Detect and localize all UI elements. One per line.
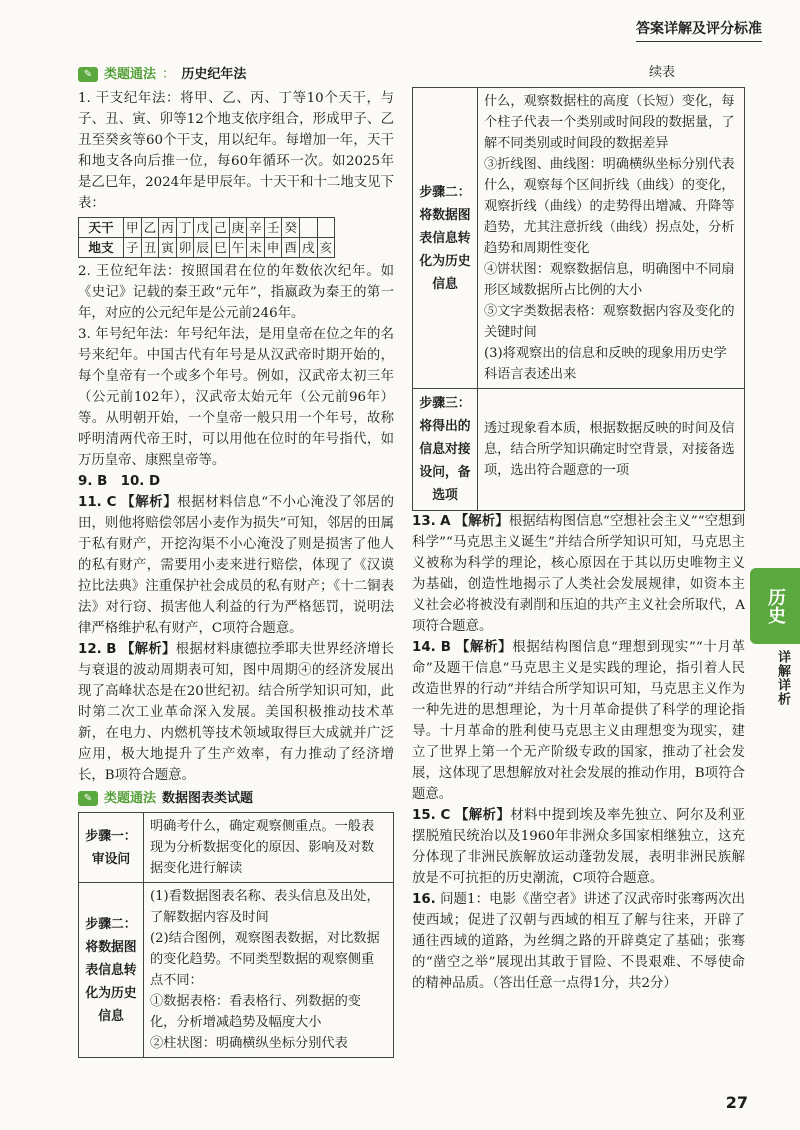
nianhao-paragraph: 3. 年号纪年法：年号纪年法，是用皇帝在位之年的名号来纪年。中国古代有年号是从汉武帝时期开始的，每个皇帝有一个或多个年号。例如，汉武帝太初三年（公元前102年），汉武帝太始元年（公元前96年）等。从明朝开始，一个皇帝一般只用一个年号，故称呼明清两代帝王时，可以用他在位时的年号指代，如万历皇帝、康熙皇帝等。 [78, 327, 394, 468]
answers-9-10: 9. B 10. D [78, 474, 161, 489]
tip-label: 类题通法 [104, 67, 157, 82]
step-row: 步骤三：将得出的信息对接设问，备选项 透过现象看本质，根据数据反映的时间及信息，结合所学知识确定时空背景，对接备选项，选出符合题意的一项 [413, 389, 745, 511]
subject-subtitle: 详解详析 [775, 650, 790, 706]
tip-label: 类题通法 [104, 791, 157, 806]
tip-title: 历史纪年法 [181, 67, 247, 82]
subject-tab: 历史 [750, 568, 800, 644]
tip-history-dating: ✎ 类题通法 ： 历史纪年法 [78, 64, 394, 85]
steps-table-part1 [78, 812, 394, 1058]
header-title: 答案详解及评分标准 [636, 18, 762, 42]
tiangan-row: 天干 甲 乙 丙 丁 戊 己 庚 辛 壬 癸 [79, 218, 335, 238]
question-12: 12. B 【解析】根据材料康德拉季耶夫世界经济增长与衰退的波动周期表可知，图中周期④的经济发展出现了高峰状态是在20世纪初。结合所学知识可知，此时第二次工业革命深入发展。美国积极推动技术革新，在电力、内燃机等技术领域取得巨大成就并广泛应用，极大地提升了生产效率，有力推动了经济增长，B项符合题意。 [78, 642, 394, 783]
pencil-note-icon: ✎ [78, 67, 98, 82]
tip-title: 数据图表类试题 [162, 791, 254, 806]
step-row: 步骤一：审设问 明确考什么，确定观察侧重点。一般表现为分析数据变化的原因、影响及对数据变化进行解读 [79, 813, 394, 883]
tip-data-chart [78, 788, 394, 809]
dizhi-row: 地支 子 丑 寅 卯 辰 巳 午 未 申 酉 戌 亥 [79, 238, 335, 258]
wangwei-paragraph: 2. 王位纪年法：按照国君在位的年数依次纪年。如《史记》记载的秦王政“元年”，指嬴政为秦王的第一年，对应的公元纪年是公元前246年。 [78, 264, 394, 321]
ganzhi-table [78, 217, 335, 258]
question-13: 13. A 【解析】根据结构图信息“空想社会主义”“空想到科学”“马克思主义诞生”并结合所学知识可知，马克思主义被称为科学的理论，核心原因在于其以历史唯物主义为基础，创造性地揭示了人类社会发展规律，如资本主义社会必将被没有剥削和压迫的共产主义社会所取代，A项符合题意。 [412, 514, 745, 634]
question-11: 11. C 【解析】根据材料信息“不小心淹没了邻居的田，则他将赔偿邻居小麦作为损失”可知，邻居的田属于私有财产，开挖沟渠不小心淹没了则是损害了他人的私有财产，需要用小麦来进行赔偿，体现了《汉谟拉比法典》注重保护社会成员的私有财产；《十二铜表法》对行窃、损害他人利益的行为严格惩罚，说明法律严格维护私有财产，C项符合题意。 [78, 495, 394, 636]
step-row: 步骤二：将数据图表信息转化为历史信息 什么，观察数据柱的高度（长短）变化，每个柱子代表一个类别或时间段的数据量，了解不同类别或时间段的数据差异 ③折线图、曲线图：明确横纵坐标分别代表什么，观察每个区间折线（曲线）的变化，观察折线（曲线）的走势得出增减、升降等趋势，尤其注意折线（曲线）拐点处，分析趋势和周期性变化 ④饼状图：观察数据信息，明确图中不同扇形区域数据所占比例的大小 ⑤文字类数据表格：观察数据内容及变化的关键时间 (3)将观察出的信息和反映的现象用历史学科语言表述出来 [413, 88, 745, 389]
continued-label: 续表 [648, 65, 675, 80]
left-column [78, 62, 394, 1058]
page-number: 27 [725, 1093, 748, 1112]
pencil-note-icon: ✎ [78, 791, 98, 806]
steps-table-part2 [412, 87, 745, 511]
question-15: 15. C 【解析】材料中提到埃及率先独立、阿尔及利亚摆脱殖民统治以及1960年非洲众多国家相继独立，这充分体现了非洲民族解放运动蓬勃发展，表明非洲民族解放是不可抗拒的历史潮流，C项符合题意。 [412, 808, 745, 886]
right-column [412, 62, 745, 994]
question-14: 14. B 【解析】根据结构图信息“理想到现实”“十月革命”及题干信息“马克思主义是实践的理论，指引着人民改造世界的行动”并结合所学知识可知，马克思主义作为一种先进的思想理论，为十月革命提供了科学的理论指导。十月革命的胜利使马克思主义由理想变为现实，建立了世界上第一个无产阶级专政的国家，推动了社会发展，这体现了思想解放对社会发展的推动作用，B项符合题意。 [412, 640, 745, 802]
ganzhi-paragraph: 1. 干支纪年法：将甲、乙、丙、丁等10个天干，与子、丑、寅、卯等12个地支依序组合，形成甲子、乙丑至癸亥等60个干支，用以纪年。每增加一年，天干和地支各向后推一位，每60年循环一次。如2025年是乙巳年，2024年是甲辰年。十天干和十二地支见下表： [78, 91, 394, 211]
question-16: 16. 问题1：电影《凿空者》讲述了汉武帝时张骞两次出使西域；促进了汉朝与西域的相互了解与往来，开辟了通往西域的道路，为丝绸之路的开辟奠定了基础；张骞的“凿空之举”展现出其敢于冒险、不畏艰难、不辱使命的精神品质。（答出任意一点得1分，共2分） [412, 892, 745, 991]
step-row: 步骤二：将数据图表信息转化为历史信息 (1)看数据图表名称、表头信息及出处，了解数据内容及时间 (2)结合图例，观察图表数据，对比数据的变化趋势。不同类型数据的观察侧重点不同： ①数据表格：看表格行、列数据的变化，分析增减趋势及幅度大小 ②柱状图：明确横纵坐标分别代表 [79, 883, 394, 1058]
